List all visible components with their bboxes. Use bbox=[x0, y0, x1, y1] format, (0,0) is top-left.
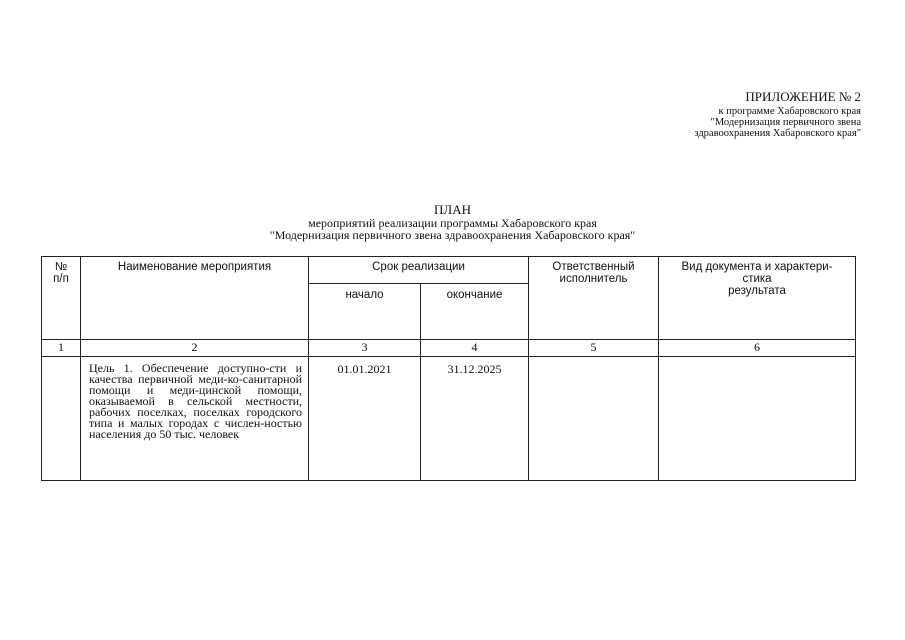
plan-subtitle-2: "Модернизация первичного звена здравоохранения Хабаровского края" bbox=[269, 228, 636, 243]
header-start: начало bbox=[309, 284, 421, 340]
appendix-line-1: к программе Хабаровского края bbox=[718, 105, 861, 117]
col-num-2: 2 bbox=[81, 340, 309, 357]
col-num-6: 6 bbox=[659, 340, 856, 357]
col-num-3: 3 bbox=[309, 340, 421, 357]
plan-title-block bbox=[0, 203, 905, 242]
appendix-line-3: здравоохранения Хабаровского края" bbox=[694, 127, 861, 139]
col-num-5: 5 bbox=[529, 340, 659, 357]
row-responsible bbox=[529, 357, 659, 481]
header-num: № п/п bbox=[42, 257, 81, 340]
appendix-block bbox=[694, 90, 861, 139]
header-name: Наименование мероприятия bbox=[81, 257, 309, 340]
row-doc bbox=[659, 357, 856, 481]
col-num-1: 1 bbox=[42, 340, 81, 357]
header-end: окончание bbox=[421, 284, 529, 340]
plan-title: ПЛАН bbox=[434, 202, 471, 217]
table-row bbox=[42, 357, 856, 481]
row-end: 31.12.2025 bbox=[421, 357, 529, 481]
header-period: Срок реализации bbox=[309, 257, 529, 284]
row-start: 01.01.2021 bbox=[309, 357, 421, 481]
plan-table bbox=[41, 256, 856, 481]
row-name: Цель 1. Обеспечение доступно-сти и качества первичной меди-ко-санитарной помощи и меди-цинской помощи, оказываемой в сельской местности, рабочих поселках, поселках городского типа и малых городах с числен-ностью населения до 50 тыс. человек bbox=[81, 357, 309, 481]
plan-subtitle-1: мероприятий реализации программы Хабаровского края bbox=[308, 215, 597, 230]
appendix-title: ПРИЛОЖЕНИЕ № 2 bbox=[745, 89, 861, 104]
col-num-4: 4 bbox=[421, 340, 529, 357]
row-num bbox=[42, 357, 81, 481]
header-responsible: Ответственный исполнитель bbox=[529, 257, 659, 340]
header-doc: Вид документа и характери- стика результата bbox=[659, 257, 856, 340]
appendix-line-2: "Модернизация первичного звена bbox=[710, 116, 861, 128]
